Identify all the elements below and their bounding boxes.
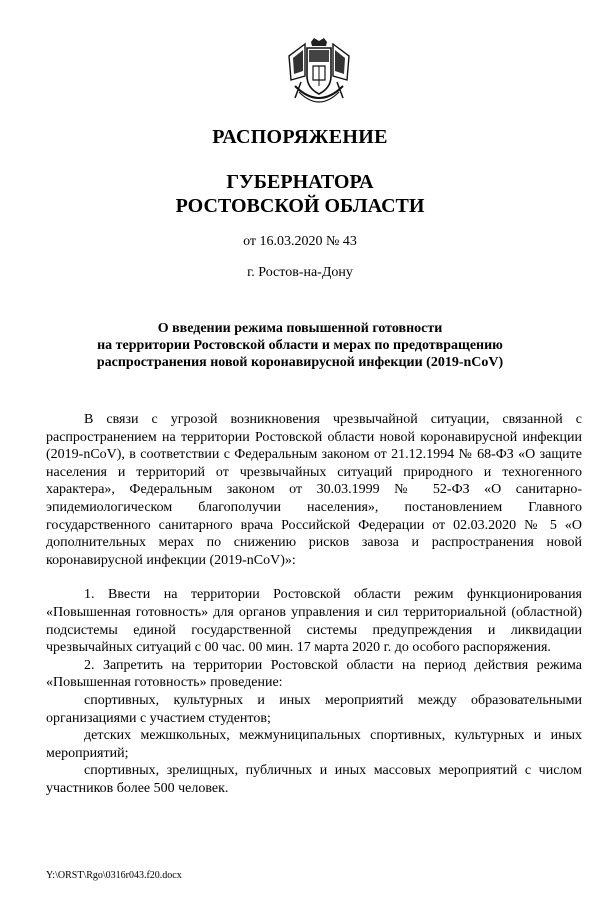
subject-line-1: О введении режима повышенной готовности [157, 321, 443, 336]
rostov-oblast-coat-of-arms-icon [281, 36, 357, 112]
preamble-paragraph: В связи с угрозой возникновения чрезвычайной ситуации, связанной с распространением на территории Ростовской области новой коронавирусной инфекции (2019-nCoV), в соответствии с Федеральным законом от 21.12.1994 № 68-ФЗ «О защите населения и территорий от чрезвычайных ситуаций природного и техногенного характера», Федеральным законом от 30.03.1999 № 52-ФЗ «О санитарно-эпидемиологическом благополучии населения», постановлением Главного государственного санитарного врача Российской Федерации от 02.03.2020 № 5 «О дополнительных мерах по снижению рисков завоза и распространения новой коронавирусной инфекции (2019-nCoV)»: [46, 412, 582, 568]
item-2-paragraph: 2. Запретить на территории Ростовской области на период действия режима «Повышенная готовность» проведение: [46, 657, 582, 691]
issuer-line-1: ГУБЕРНАТОРА [226, 171, 374, 193]
file-path-footer: Y:\ORST\Rgo\0316r043.f20.docx [46, 870, 182, 881]
issuer-line-2: РОСТОВСКОЙ ОБЛАСТИ [175, 195, 425, 217]
document-type-title: РАСПОРЯЖЕНИЕ [212, 126, 388, 148]
document-city: г. Ростов-на-Дону [247, 265, 353, 280]
document-subject [0, 320, 600, 371]
item-2-subitem-c: спортивных, зрелищных, публичных и иных массовых мероприятий с числом участников более 500 человек. [46, 763, 582, 796]
issuer-title [0, 170, 600, 218]
subject-line-3: распространения новой коронавирусной инфекции (2019-nCoV) [96, 355, 504, 370]
item-2-subitem-a: спортивных, культурных и иных мероприятий между образовательными организациями с участием студентов; [46, 692, 582, 726]
document-body [46, 411, 582, 797]
item-2-subitem-b: детских межшкольных, межмуниципальных спортивных, культурных и иных мероприятий; [46, 728, 582, 761]
item-1-paragraph: 1. Ввести на территории Ростовской области режим функционирования «Повышенная готовность» для органов управления и сил территориальной (областной) подсистемы единой государственной системы предупреждения и ликвидации чрезвычайных ситуаций с 00 час. 00 мин. 17 марта 2020 г. до особого распоряжения. [46, 587, 582, 656]
subject-line-2: на территории Ростовской области и мерах по предотвращению [97, 338, 503, 353]
document-date-number: от 16.03.2020 № 43 [243, 234, 357, 249]
